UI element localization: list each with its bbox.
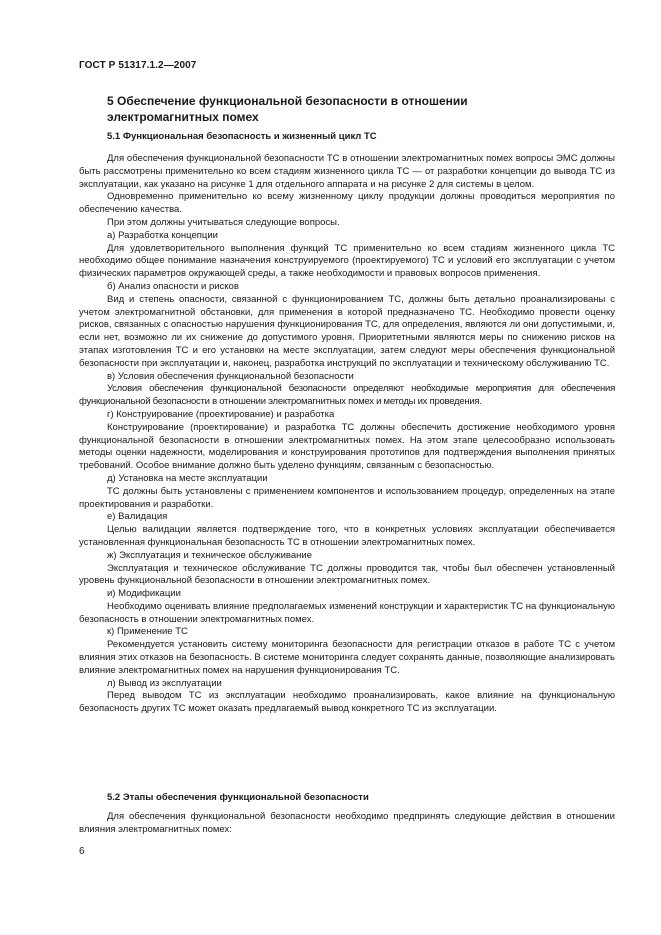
list-heading: к) Применение ТС [107, 626, 188, 638]
paragraph: Для обеспечения функциональной безопасности ТС в отношении электромагнитных помех вопросы ЭМС должны быть рассмотрены применительно ко всем стадиям жизненного цикла ТС — от разработки концепции до вывода ТС из эксплуатации, как указано на рисунке 1 для отдельного аппарата и на рисунке 2 для системы в целом. [79, 153, 615, 190]
subsection-body-5-2 [79, 811, 615, 837]
paragraph: Эксплуатация и техническое обслуживание ТС должны проводится так, чтобы был обеспечен установленный уровень функциональной безопасности в отношении электромагнитных помех. [79, 562, 615, 587]
list-heading: г) Конструирование (проектирование) и разработка [107, 408, 335, 420]
list-heading: л) Вывод из эксплуатации [107, 677, 222, 689]
list-heading: е) Валидация [107, 511, 168, 523]
standard-header: ГОСТ Р 51317.1.2—2007 [79, 60, 197, 71]
section-title: 5 Обеспечение функциональной безопасности в отношении электромагнитных помех [107, 94, 468, 124]
paragraph: Необходимо оценивать влияние предполагаемых изменений конструкции и характеристик ТС на функциональную безопасность в отношении электромагнитных помех. [79, 600, 615, 625]
paragraph: Целью валидации является подтверждение того, что в конкретных условиях эксплуатации обеспечивается установленная функциональная безопасность ТС в отношении электромагнитных помех. [79, 524, 615, 548]
paragraph: Для обеспечения функциональной безопасности необходимо предпринять следующие действия в отношении влияния электромагнитных помех: [79, 811, 615, 835]
paragraph: При этом должны учитываться следующие вопросы. [107, 216, 340, 228]
paragraph: Перед выводом ТС из эксплуатации необходимо проанализировать, какое влияние на функциональную безопасность других ТС может оказать предлагаемый вывод конкретного ТС из эксплуатации. [79, 690, 615, 715]
list-heading: в) Условия обеспечения функциональной безопасности [107, 370, 354, 382]
list-heading: б) Анализ опасности и рисков [107, 280, 239, 292]
section-body [79, 153, 615, 716]
list-heading: д) Установка на месте эксплуатации [107, 472, 268, 484]
list-heading: и) Модификации [107, 588, 181, 600]
list-heading: ж) Эксплуатация и техническое обслуживание [107, 549, 312, 561]
paragraph: Условия обеспечения функциональной безопасности определяют необходимые мероприятия для обеспечения функциональной безопасности в отношении электромагнитных помех и методы их проведения. [79, 383, 615, 408]
paragraph: Вид и степень опасности, связанной с функционированием ТС, должны быть детально проанализированы с учетом электромагнитной обстановки, для применения в которой предназначено ТС. Необходимо провести оценку рисков, связанных с опасностью нарушения функционирования ТС, для определения, являются ли они допустимыми, и, если нет, возможно ли их снижение до допустимого уровня. Приоритетными являются меры по снижению рисков на этапах изготовления ТС и его установки на месте эксплуатации, затем следуют меры обеспечения функциональной безопасности при эксплуатации и, наконец, разработка инструкций по эксплуатации и техническому обслуживанию ТС. [79, 293, 615, 369]
paragraph: Для удовлетворительного выполнения функций ТС применительно ко всем стадиям жизненного цикла ТС необходимо общее понимание назначения конструируемого (проектируемого) ТС и условий его эксплуатации с учетом физических параметров окружающей среды, а также необходимости и правовых вопросов применения. [79, 242, 615, 280]
paragraph: Одновременно применительно ко всему жизненному циклу продукции должны проводиться мероприятия по обеспечению качества. [79, 191, 615, 216]
subsection-title-5-2: 5.2 Этапы обеспечения функциональной безопасности [107, 792, 369, 803]
page-number: 6 [79, 846, 85, 857]
paragraph: Рекомендуется установить систему мониторинга безопасности для регистрации отказов в работе ТС с учетом влияния этих отказов на безопасность. В системе мониторинга следует сохранять данные, позволяющие анализировать влияние электромагнитных помех на нарушения функционирования ТС. [79, 639, 615, 676]
subsection-title-5-1: 5.1 Функциональная безопасность и жизненный цикл ТС [107, 131, 377, 142]
paragraph: Конструирование (проектирование) и разработка ТС должны обеспечить достижение необходимого уровня функциональной безопасности в отношении электромагнитных помех. На этом этапе целесообразно использовать методы оценки надежности, моделирования и конструирования прототипов для подтверждения выполнения принятых требований. Особое внимание должно быть уделено функциям, связанным с безопасностью. [79, 421, 615, 472]
list-heading: а) Разработка концепции [107, 229, 218, 241]
paragraph: ТС должны быть установлены с применением компонентов и использованием процедур, определенных на этапе проектирования и разработки. [79, 485, 615, 510]
